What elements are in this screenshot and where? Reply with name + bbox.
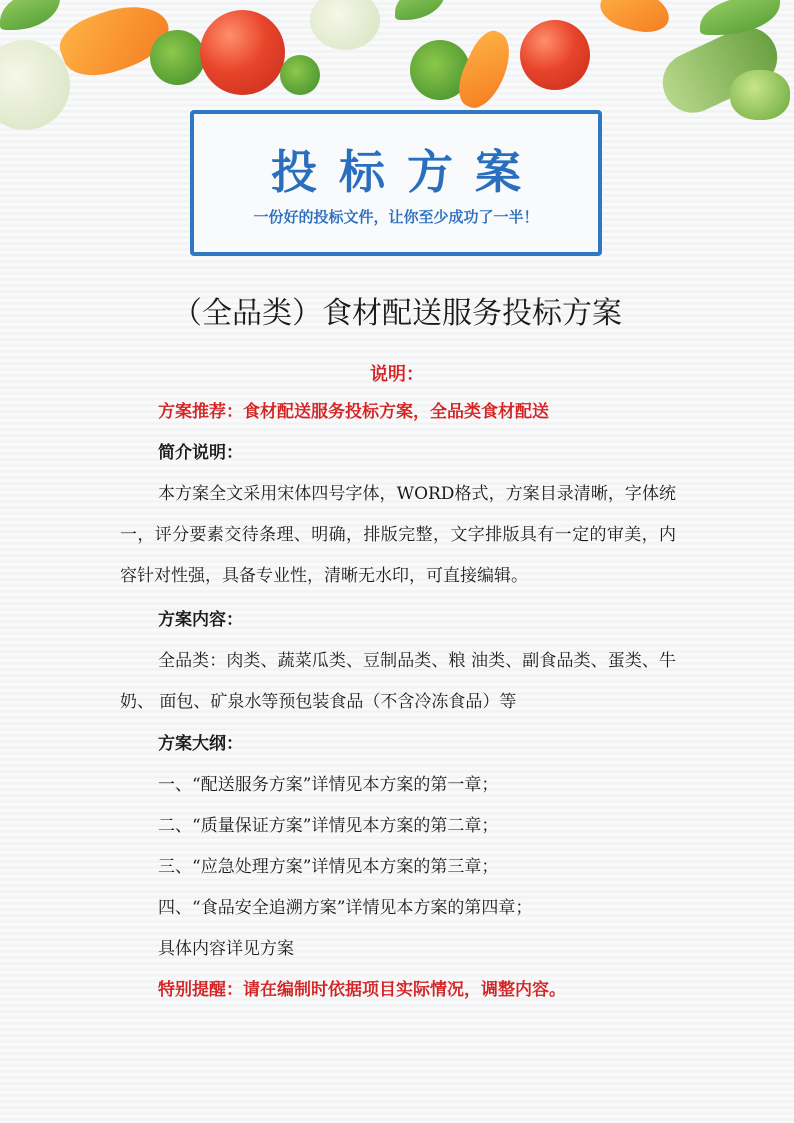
intro-heading: 简介说明： (158, 443, 243, 463)
content-paragraph: 全品类：肉类、蔬菜瓜类、豆制品类、粮 油类、副食品类、蛋类、牛奶、 面包、矿泉水等预包装食品（不含冷冻食品）等 (120, 651, 676, 712)
details-note: 具体内容详见方案 (158, 939, 294, 959)
intro-paragraph: 本方案全文采用宋体四号字体，WORD格式，方案目录清晰，字体统一，评分要素交待条理、明确，排版完整，文字排版具有一定的审美，内容针对性强，具备专业性，清晰无水印，可直接编辑。 (120, 484, 676, 586)
section-heading: 说明： (370, 364, 424, 385)
document-title: （全品类）食材配送服务投标方案 (172, 296, 622, 331)
outline-heading: 方案大纲： (158, 734, 243, 754)
banner-subtitle: 一份好的投标文件，让你至少成功了一半！ (253, 208, 539, 226)
banner-title: 投标方案 (271, 145, 543, 199)
outline-item: 四、“食品安全追溯方案”详情见本方案的第四章； (158, 898, 533, 918)
content-heading: 方案内容： (158, 610, 243, 630)
outline-item: 三、“应急处理方案”详情见本方案的第三章； (158, 857, 499, 877)
outline-item: 二、“质量保证方案”详情见本方案的第二章； (158, 816, 499, 836)
promo-banner (190, 110, 602, 256)
recommendation-line: 方案推荐：食材配送服务投标方案，全品类食材配送 (158, 402, 549, 422)
special-note: 特别提醒：请在编制时依据项目实际情况，调整内容。 (158, 980, 566, 1000)
outline-item: 一、“配送服务方案”详情见本方案的第一章； (158, 775, 499, 795)
